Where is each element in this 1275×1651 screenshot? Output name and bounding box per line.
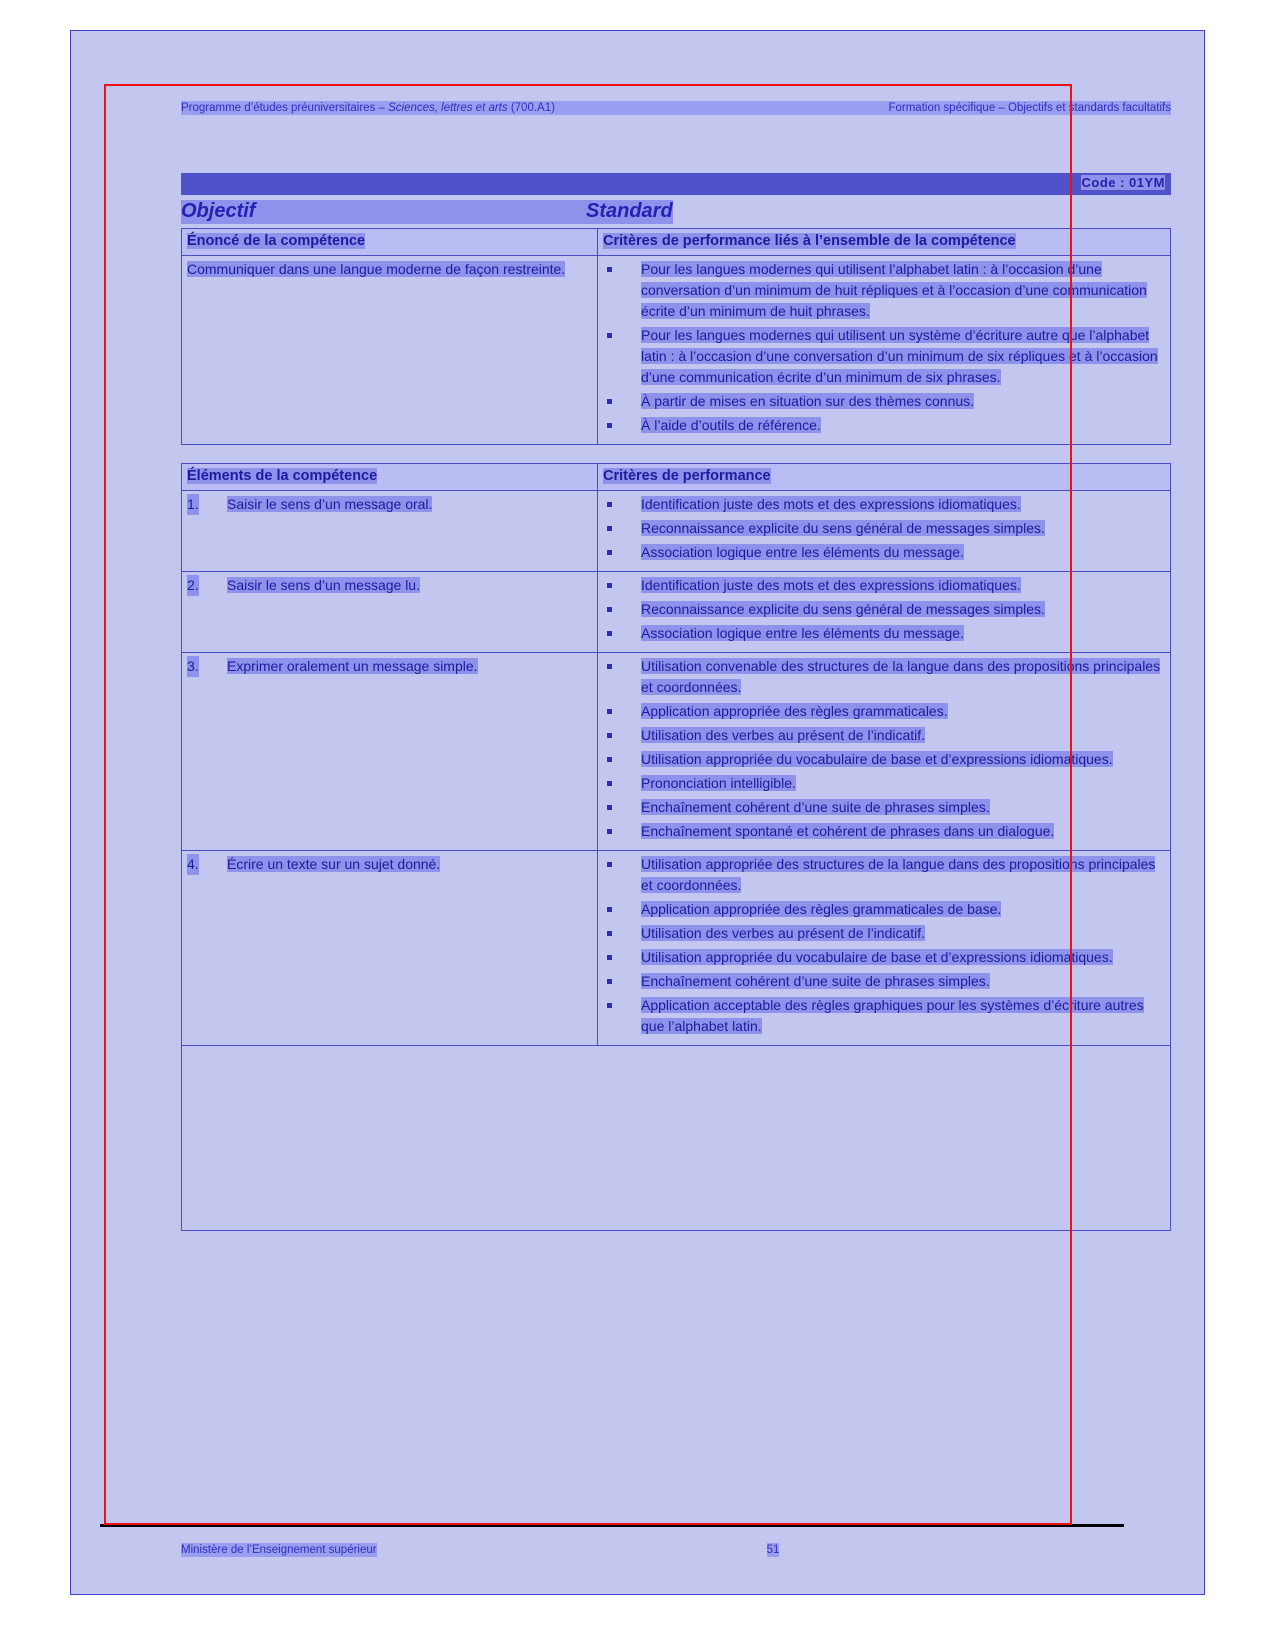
list-item: Pour les langues modernes qui utilisent un système d’écriture autre que l’alphabet latin : à l’occasion d’une conversation d’un minimum de six répliques et à l’occasion d’une communication écrite d’un minimum de six phrases. [603, 325, 1165, 388]
element-item [187, 854, 592, 875]
criteres-ensemble-list [603, 259, 1165, 436]
document-page [70, 30, 1205, 1595]
element-number: 3. [187, 656, 199, 677]
header-label-elements: Éléments de la compétence [187, 468, 378, 484]
list-item: Application appropriée des règles grammaticales de base. [603, 899, 1165, 920]
title-standard: Standard [586, 200, 673, 222]
list-item: Enchaînement cohérent d’une suite de phrases simples. [603, 971, 1165, 992]
cell-enonce-competence [182, 256, 598, 445]
competency-code: Code : 01YM [1081, 175, 1165, 190]
list-item: Identification juste des mots et des expressions idiomatiques. [603, 494, 1165, 515]
running-head [181, 101, 1171, 115]
cell-criteres-ensemble [598, 256, 1171, 445]
program-name-italic: Sciences, lettres et arts [388, 102, 508, 114]
list-item: Enchaînement cohérent d’une suite de phrases simples. [603, 797, 1165, 818]
element-number: 4. [187, 854, 199, 875]
header-label-criteres-ensemble: Critères de performance liés à l’ensemble de la compétence [603, 233, 1016, 249]
table-tail-area [181, 1046, 1171, 1231]
cell-element [182, 491, 598, 572]
list-item: Utilisation des verbes au présent de l’indicatif. [603, 923, 1165, 944]
list-item: Prononciation intelligible. [603, 773, 1165, 794]
table-header-row [182, 229, 1171, 256]
table-header-row [182, 464, 1171, 491]
page-footer [181, 1543, 1171, 1557]
footer-rule [100, 1524, 1124, 1527]
cell-element [182, 653, 598, 851]
list-item: Pour les langues modernes qui utilisent l’alphabet latin : à l’occasion d’une conversation d’un minimum de huit répliques et à l’occasion d’une communication écrite d’un minimum de huit phrases. [603, 259, 1165, 322]
running-head-left: Programme d’études préuniversitaires – Sciences, lettres et arts (700.A1) [181, 102, 555, 114]
cell-criteres [598, 491, 1171, 572]
header-label-criteres: Critères de performance [603, 468, 771, 484]
cell-element [182, 572, 598, 653]
element-number: 2. [187, 575, 199, 596]
criteres-list [603, 575, 1165, 644]
running-head-right: Formation spécifique – Objectifs et standards facultatifs [888, 102, 1171, 114]
list-item: Utilisation appropriée des structures de la langue dans des propositions principales et coordonnées. [603, 854, 1165, 896]
cell-criteres [598, 851, 1171, 1046]
header-cell-criteres [598, 464, 1171, 491]
table-row [182, 256, 1171, 445]
list-item: Reconnaissance explicite du sens général de messages simples. [603, 599, 1165, 620]
list-item: Utilisation appropriée du vocabulaire de base et d’expressions idiomatiques. [603, 749, 1165, 770]
criteres-list [603, 854, 1165, 1037]
enonce-text: Communiquer dans une langue moderne de façon restreinte. [187, 261, 566, 277]
element-item [187, 494, 592, 515]
criteres-list [603, 656, 1165, 842]
list-item: Application appropriée des règles grammaticales. [603, 701, 1165, 722]
criteres-list [603, 494, 1165, 563]
header-label-enonce: Énoncé de la compétence [187, 233, 366, 249]
header-cell-criteres-ensemble [598, 229, 1171, 256]
page-number: 51 [766, 1544, 780, 1556]
title-objectif: Objectif [181, 200, 586, 224]
list-item: À partir de mises en situation sur des thèmes connus. [603, 391, 1165, 412]
element-item [187, 575, 592, 596]
list-item: Enchaînement spontané et cohérent de phrases dans un dialogue. [603, 821, 1165, 842]
header-cell-elements [182, 464, 598, 491]
table-spacer [181, 445, 1171, 459]
element-label: Saisir le sens d’un message oral. [227, 496, 433, 512]
cell-criteres [598, 653, 1171, 851]
element-label: Saisir le sens d’un message lu. [227, 577, 420, 593]
element-number: 1. [187, 494, 199, 515]
list-item: Identification juste des mots et des expressions idiomatiques. [603, 575, 1165, 596]
page-content [181, 101, 1171, 1231]
list-item: Reconnaissance explicite du sens général de messages simples. [603, 518, 1165, 539]
table-row [182, 851, 1171, 1046]
cell-element [182, 851, 598, 1046]
list-item: Utilisation appropriée du vocabulaire de base et d’expressions idiomatiques. [603, 947, 1165, 968]
competence-elements-table [181, 463, 1171, 1046]
table-row [182, 653, 1171, 851]
list-item: Utilisation des verbes au présent de l’indicatif. [603, 725, 1165, 746]
code-bar [181, 173, 1171, 195]
list-item: À l’aide d’outils de référence. [603, 415, 1165, 436]
element-label: Exprimer oralement un message simple. [227, 658, 478, 674]
table-row [182, 572, 1171, 653]
column-titles [181, 200, 1171, 224]
element-label: Écrire un texte sur un sujet donné. [227, 856, 441, 872]
cell-criteres [598, 572, 1171, 653]
list-item: Association logique entre les éléments du message. [603, 542, 1165, 563]
table-row [182, 491, 1171, 572]
list-item: Utilisation convenable des structures de la langue dans des propositions principales et coordonnées. [603, 656, 1165, 698]
header-cell-enonce [182, 229, 598, 256]
list-item: Application acceptable des règles graphiques pour les systèmes d’écriture autres que l’alphabet latin. [603, 995, 1165, 1037]
list-item: Association logique entre les éléments du message. [603, 623, 1165, 644]
competence-overview-table [181, 228, 1171, 445]
element-item [187, 656, 592, 677]
footer-ministry: Ministère de l’Enseignement supérieur [181, 1544, 377, 1556]
